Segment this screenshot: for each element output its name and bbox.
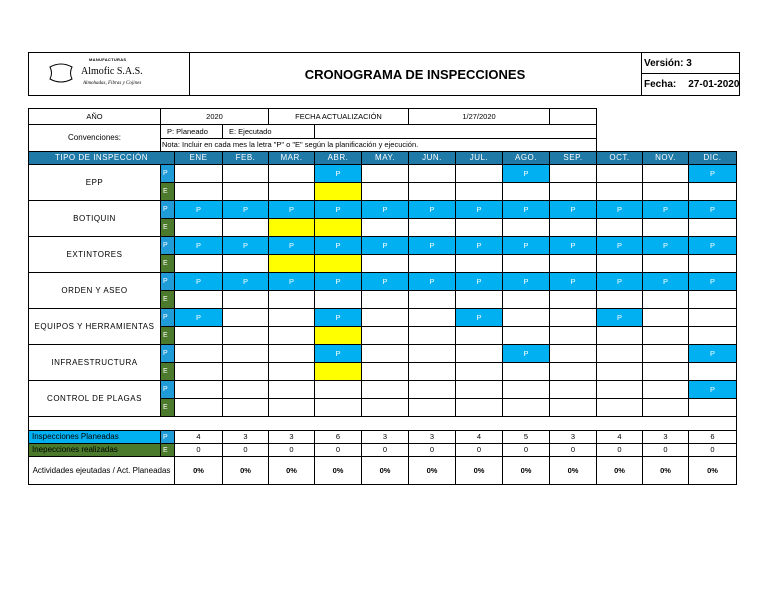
anio-value: 2020 [161,109,269,125]
month-header: MAY. [362,152,409,165]
executed-letter: E [161,363,175,381]
done-count: 0 [550,444,597,457]
planned-cell [409,345,456,363]
logo-tagline: Almohadas, Fibras y Cojines [83,81,142,86]
planned-cell: P [643,201,689,219]
planned-count: 3 [223,431,269,444]
blank-cell [597,139,737,152]
planned-cell [689,309,737,327]
executed-cell [362,291,409,309]
executed-cell [315,255,362,273]
planned-cell: P [456,237,503,255]
planned-letter: P [161,381,175,399]
executed-cell [223,363,269,381]
inspection-type-name: EQUIPOS Y HERRAMIENTAS [29,309,161,345]
month-header: OCT. [597,152,643,165]
month-header: ENE [175,152,223,165]
planned-cell: P [503,345,550,363]
inspection-type-name: BOTIQUIN [29,201,161,237]
planned-cell [643,381,689,399]
executed-cell [223,327,269,345]
executed-cell [643,291,689,309]
planned-cell [223,381,269,399]
planned-cell: P [362,237,409,255]
planned-cell [597,165,643,183]
planned-cell: P [503,201,550,219]
planned-letter: P [161,273,175,291]
planned-cell: P [550,237,597,255]
planned-cell [550,381,597,399]
executed-cell [689,291,737,309]
executed-letter: E [161,327,175,345]
done-count: 0 [269,444,315,457]
ratio-value: 0% [175,457,223,485]
executed-cell [409,363,456,381]
done-count: 0 [409,444,456,457]
planned-row [29,165,737,183]
month-header: AGO. [503,152,550,165]
executed-cell [175,399,223,417]
executed-cell [409,327,456,345]
planned-row [29,345,737,363]
executed-cell [643,399,689,417]
executed-cell [315,399,362,417]
convenciones-label: Convenciones: [29,125,161,152]
planned-cell: P [175,201,223,219]
ratio-value: 0% [597,457,643,485]
planned-cell: P [503,237,550,255]
executed-cell [362,219,409,237]
planned-cell [643,309,689,327]
planned-cell: P [409,237,456,255]
executed-cell [550,183,597,201]
executed-cell [550,399,597,417]
planned-cell: P [175,309,223,327]
planned-count: 3 [362,431,409,444]
executed-cell [643,363,689,381]
spacer-row [29,417,737,431]
blank-cell [315,125,597,139]
planned-letter: P [161,237,175,255]
planned-cell: P [409,273,456,291]
planned-cell: P [269,273,315,291]
planned-count: 5 [503,431,550,444]
planned-cell [643,165,689,183]
executed-cell [550,363,597,381]
nota-text: Nota: Incluir en cada mes la letra "P" o "E" según la planificación y ejecución. [161,139,597,152]
executed-cell [269,219,315,237]
planned-cell [409,165,456,183]
planned-cell [597,345,643,363]
executed-cell [597,219,643,237]
executed-cell [362,183,409,201]
schedule-table [28,108,737,485]
executed-cell [503,219,550,237]
year-row [29,109,737,125]
planned-cell [643,345,689,363]
planned-cell: P [223,273,269,291]
document-header [28,52,740,96]
ratio-value: 0% [269,457,315,485]
executed-cell [223,291,269,309]
executed-cell [550,219,597,237]
executed-cell [175,183,223,201]
executed-cell [689,399,737,417]
ratio-value: 0% [643,457,689,485]
executed-cell [643,327,689,345]
planned-cell: P [689,201,737,219]
executed-cell [175,363,223,381]
executed-cell [689,255,737,273]
inspection-type-name: INFRAESTRUCTURA [29,345,161,381]
month-header: DIC. [689,152,737,165]
planned-row [29,309,737,327]
planned-cell [223,165,269,183]
executed-cell [315,291,362,309]
done-count: 0 [362,444,409,457]
document-meta [641,53,740,95]
inspection-type-name: CONTROL DE PLAGAS [29,381,161,417]
planned-letter: P [161,165,175,183]
planned-cell: P [689,237,737,255]
planned-cell: P [597,309,643,327]
executed-cell [689,219,737,237]
planned-count: 3 [269,431,315,444]
planned-count: 6 [315,431,362,444]
executed-cell [269,327,315,345]
planned-cell: P [689,345,737,363]
done-count: 0 [175,444,223,457]
done-count: 0 [643,444,689,457]
planned-cell: P [269,201,315,219]
inspection-type-name: EPP [29,165,161,201]
planned-cell: P [456,273,503,291]
done-count: 0 [689,444,737,457]
planned-cell: P [315,237,362,255]
done-summary-row [29,444,737,457]
conventions-row [29,125,737,139]
executed-cell [643,219,689,237]
planned-count: 3 [409,431,456,444]
planned-cell [362,345,409,363]
month-header: JUN. [409,152,456,165]
executed-cell [456,219,503,237]
executed-cell [409,399,456,417]
executed-cell [503,291,550,309]
executed-cell [409,291,456,309]
planned-cell [175,165,223,183]
planned-cell [597,381,643,399]
fecha-value: 27-01-2020 [688,79,740,90]
executed-cell [550,291,597,309]
planned-cell: P [689,381,737,399]
planned-cell: P [315,345,362,363]
ratio-row [29,457,737,485]
month-header: MAR. [269,152,315,165]
planned-cell: P [409,201,456,219]
executed-cell [223,219,269,237]
planned-cell [550,165,597,183]
blank-cell [597,125,737,139]
executed-cell [315,183,362,201]
conv-e: E: Ejecutado [223,125,315,139]
executed-cell [456,183,503,201]
planned-cell [175,381,223,399]
ratio-value: 0% [315,457,362,485]
inspection-schedule [28,108,737,485]
planned-cell [175,345,223,363]
executed-letter: E [161,255,175,273]
executed-cell [269,255,315,273]
executed-cell [175,219,223,237]
executed-cell [315,363,362,381]
planned-cell [269,309,315,327]
done-count: 0 [223,444,269,457]
planned-cell [409,381,456,399]
planned-letter: P [161,201,175,219]
planned-cell: P [503,165,550,183]
planned-cell [456,381,503,399]
month-header: SEP. [550,152,597,165]
executed-cell [315,219,362,237]
planned-cell: P [689,273,737,291]
month-header: NOV. [643,152,689,165]
planned-cell: P [689,165,737,183]
executed-cell [503,183,550,201]
document-title: CRONOGRAMA DE INSPECCIONES [304,66,526,82]
planned-cell [550,345,597,363]
done-summary-label: Inepecciones realizadas [29,444,161,457]
executed-cell [456,363,503,381]
executed-cell [269,399,315,417]
executed-cell [362,363,409,381]
blank-cell [550,109,597,125]
executed-cell [269,291,315,309]
executed-cell [503,255,550,273]
executed-letter: E [161,399,175,417]
planned-cell: P [362,273,409,291]
anio-label: AÑO [29,109,161,125]
company-logo [29,53,190,95]
planned-letter: P [161,345,175,363]
planned-cell [269,345,315,363]
planned-count: 4 [175,431,223,444]
executed-cell [597,399,643,417]
planned-cell [409,309,456,327]
executed-cell [456,327,503,345]
executed-cell [643,255,689,273]
executed-cell [643,183,689,201]
done-summary-letter: E [161,444,175,457]
executed-cell [550,255,597,273]
logo-manufacturas: MANUFACTURAS [89,57,127,62]
planned-cell: P [175,237,223,255]
planned-row [29,273,737,291]
executed-cell [597,363,643,381]
planned-cell: P [269,237,315,255]
planned-cell [362,165,409,183]
executed-cell [456,399,503,417]
planned-cell [223,309,269,327]
executed-letter: E [161,183,175,201]
executed-cell [689,363,737,381]
ratio-value: 0% [503,457,550,485]
executed-cell [269,183,315,201]
planned-cell [269,165,315,183]
done-count: 0 [503,444,550,457]
executed-cell [503,399,550,417]
executed-cell [175,255,223,273]
executed-cell [597,183,643,201]
ratio-value: 0% [409,457,456,485]
planned-cell: P [315,273,362,291]
executed-cell [269,363,315,381]
ratio-value: 0% [362,457,409,485]
executed-letter: E [161,219,175,237]
executed-cell [175,327,223,345]
executed-letter: E [161,291,175,309]
planned-cell: P [175,273,223,291]
inspection-type-name: ORDEN Y ASEO [29,273,161,309]
executed-cell [550,327,597,345]
planned-count: 4 [597,431,643,444]
conv-p: P: Planeado [161,125,223,139]
month-header-row [29,152,737,165]
executed-cell [689,327,737,345]
executed-cell [689,183,737,201]
planned-cell: P [223,201,269,219]
pillow-icon [47,61,75,85]
planned-cell: P [456,309,503,327]
ratio-value: 0% [550,457,597,485]
executed-cell [223,183,269,201]
planned-row [29,237,737,255]
executed-cell [362,327,409,345]
planned-count: 6 [689,431,737,444]
planned-cell: P [597,201,643,219]
blank-cell [597,109,737,125]
executed-cell [409,183,456,201]
blank-cell [29,417,737,431]
planned-cell [550,309,597,327]
planned-letter: P [161,309,175,327]
executed-cell [175,291,223,309]
planned-cell: P [550,273,597,291]
ratio-value: 0% [456,457,503,485]
planned-cell: P [456,201,503,219]
inspection-type-name: EXTINTORES [29,237,161,273]
planned-cell [362,309,409,327]
month-header: FEB. [223,152,269,165]
planned-cell: P [643,273,689,291]
executed-cell [456,291,503,309]
planned-summary-label: Inspecciones Planeadas [29,431,161,444]
planned-cell: P [550,201,597,219]
executed-cell [597,291,643,309]
executed-cell [503,327,550,345]
planned-cell [503,309,550,327]
planned-cell: P [315,309,362,327]
planned-row [29,381,737,399]
planned-summary-row [29,431,737,444]
executed-cell [456,255,503,273]
month-header: JUL. [456,152,503,165]
done-count: 0 [597,444,643,457]
fecha-act-value: 1/27/2020 [409,109,550,125]
planned-cell: P [315,165,362,183]
executed-cell [362,399,409,417]
executed-cell [315,327,362,345]
executed-cell [409,255,456,273]
planned-cell: P [503,273,550,291]
planned-summary-letter: P [161,431,175,444]
fecha-act-label: FECHA ACTUALIZACIÓN [269,109,409,125]
planned-cell [362,381,409,399]
executed-cell [362,255,409,273]
planned-cell: P [597,273,643,291]
planned-cell [223,345,269,363]
planned-cell [456,345,503,363]
planned-cell [456,165,503,183]
executed-cell [597,327,643,345]
planned-row [29,201,737,219]
planned-count: 4 [456,431,503,444]
planned-cell [503,381,550,399]
fecha-label: Fecha: [644,79,677,90]
fecha-row [642,74,740,95]
logo-company-name: Almofic S.A.S. [81,66,143,77]
month-header: ABR. [315,152,362,165]
ratio-value: 0% [689,457,737,485]
executed-cell [597,255,643,273]
executed-cell [503,363,550,381]
planned-cell: P [223,237,269,255]
ratio-value: 0% [223,457,269,485]
executed-cell [409,219,456,237]
planned-cell: P [315,201,362,219]
planned-cell [269,381,315,399]
type-header: TIPO DE INSPECCIÓN [29,152,175,165]
version-label: Versión: 3 [642,53,740,74]
planned-cell: P [643,237,689,255]
planned-cell: P [362,201,409,219]
planned-cell: P [597,237,643,255]
executed-cell [223,399,269,417]
done-count: 0 [456,444,503,457]
done-count: 0 [315,444,362,457]
executed-cell [223,255,269,273]
planned-count: 3 [550,431,597,444]
planned-count: 3 [643,431,689,444]
ratio-label: Actividades ejeutadas / Act. Planeadas [29,457,175,485]
planned-cell [315,381,362,399]
